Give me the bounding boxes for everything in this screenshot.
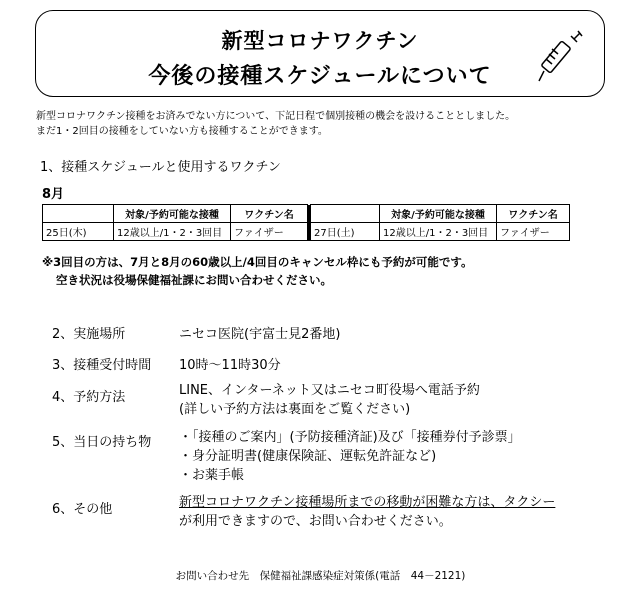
section1-heading: 1、接種スケジュールと使用するワクチン <box>40 160 281 175</box>
title-box <box>35 10 605 97</box>
item-value-other-1: 新型コロナワクチン接種場所までの移動が困難な方は、タクシー <box>179 495 556 510</box>
intro-line-2: まだ1・2回目の接種をしていない方も接種することができます。 <box>36 126 328 137</box>
table-cell-target: 12歳以上/1・2・3回目 <box>380 223 497 241</box>
table-header: ワクチン名 <box>497 205 570 223</box>
table-row <box>43 223 570 241</box>
item-value-reservation-1: LINE、インターネット又はニセコ町役場へ電話予約 <box>179 383 480 398</box>
table-cell-target: 12歳以上/1・2・3回目 <box>114 223 231 241</box>
table-cell <box>43 205 114 223</box>
month-label: 8月 <box>42 187 65 202</box>
table-header: ワクチン名 <box>231 205 308 223</box>
item-value-belongings-3: ・お薬手帳 <box>179 468 245 483</box>
table-cell-vaccine: ファイザー <box>231 223 308 241</box>
title-line-2: 今後の接種スケジュールについて <box>148 64 492 89</box>
table-header-row <box>43 205 570 223</box>
item-label-location: 2、実施場所 <box>52 327 126 342</box>
item-value-belongings-2: ・身分証明書(健康保険証、運転免許証など) <box>179 449 437 464</box>
table-header: 対象/予約可能な接種 <box>114 205 231 223</box>
table-cell-date: 25日(木) <box>43 223 114 241</box>
item-value-hours: 10時～11時30分 <box>179 358 281 373</box>
item-value-location: ニセコ医院(宇富士見2番地) <box>179 327 341 342</box>
table-cell-vaccine: ファイザー <box>497 223 570 241</box>
table-header: 対象/予約可能な接種 <box>380 205 497 223</box>
table-cell-date: 27日(土) <box>311 223 380 241</box>
item-value-other-2: が利用できますので、お問い合わせください。 <box>179 514 452 529</box>
title-line-1: 新型コロナワクチン <box>221 29 419 53</box>
syringe-icon <box>538 27 584 85</box>
item-value-belongings-1: ・「接種のご案内」(予防接種済証)及び「接種券付予診票」 <box>179 430 521 445</box>
note-line-1: ※3回目の方は、7月と8月の60歳以上/4回目のキャンセル枠にも予約が可能です。 <box>42 255 473 269</box>
footer-contact: お問い合わせ先 保健福祉課感染症対策係(電話 44－2121) <box>175 570 466 582</box>
note-line-2: 空き状況は役場保健福祉課にお問い合わせください。 <box>56 273 332 287</box>
item-value-reservation-2: (詳しい予約方法は裏面をご覧ください) <box>179 402 411 417</box>
intro-line-1: 新型コロナワクチン接種をお済みでない方について、下記日程で個別接種の機会を設けることとしました。 <box>36 111 516 122</box>
item-label-hours: 3、接種受付時間 <box>52 358 152 373</box>
table-cell <box>311 205 380 223</box>
schedule-table <box>42 204 570 241</box>
item-label-other: 6、その他 <box>52 502 113 517</box>
item-label-belongings: 5、当日の持ち物 <box>52 435 152 450</box>
item-label-reservation: 4、予約方法 <box>52 390 126 405</box>
